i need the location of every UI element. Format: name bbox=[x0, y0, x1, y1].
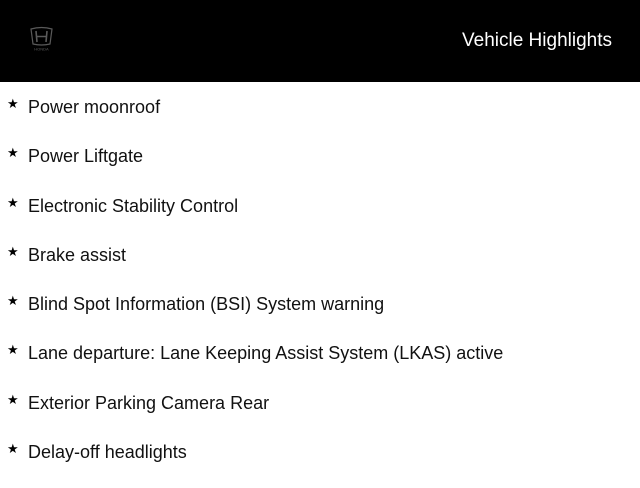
list-item bbox=[0, 242, 640, 291]
list-item bbox=[0, 143, 640, 192]
list-item bbox=[0, 94, 640, 143]
star-icon: ★ bbox=[7, 195, 19, 211]
star-icon: ★ bbox=[7, 97, 19, 112]
star-icon: ★ bbox=[7, 343, 19, 359]
star-icon: ★ bbox=[7, 294, 19, 310]
highlight-label: Blind Spot Information (BSI) System warning bbox=[28, 294, 385, 315]
highlight-label: Brake assist bbox=[28, 244, 127, 265]
star-icon: ★ bbox=[7, 442, 19, 458]
header-bar bbox=[0, 0, 640, 82]
list-item bbox=[0, 193, 640, 242]
star-icon: ★ bbox=[7, 244, 19, 260]
highlights-list bbox=[0, 94, 640, 488]
svg-text:HONDA: HONDA bbox=[34, 46, 49, 52]
highlight-label: Lane departure: Lane Keeping Assist System (LKAS) active bbox=[28, 343, 504, 364]
star-icon: ★ bbox=[7, 146, 19, 162]
list-item bbox=[0, 439, 640, 488]
honda-logo-icon bbox=[27, 26, 56, 52]
star-icon: ★ bbox=[7, 392, 19, 408]
page-title: Vehicle Highlights bbox=[462, 30, 612, 51]
highlight-label: Exterior Parking Camera Rear bbox=[28, 392, 270, 413]
highlight-label: Delay-off headlights bbox=[28, 442, 187, 463]
list-item bbox=[0, 291, 640, 340]
list-item bbox=[0, 340, 640, 389]
highlight-label: Power moonroof bbox=[28, 97, 161, 117]
highlight-label: Electronic Stability Control bbox=[28, 195, 239, 216]
list-item bbox=[0, 390, 640, 439]
highlight-label: Power Liftgate bbox=[28, 146, 144, 167]
